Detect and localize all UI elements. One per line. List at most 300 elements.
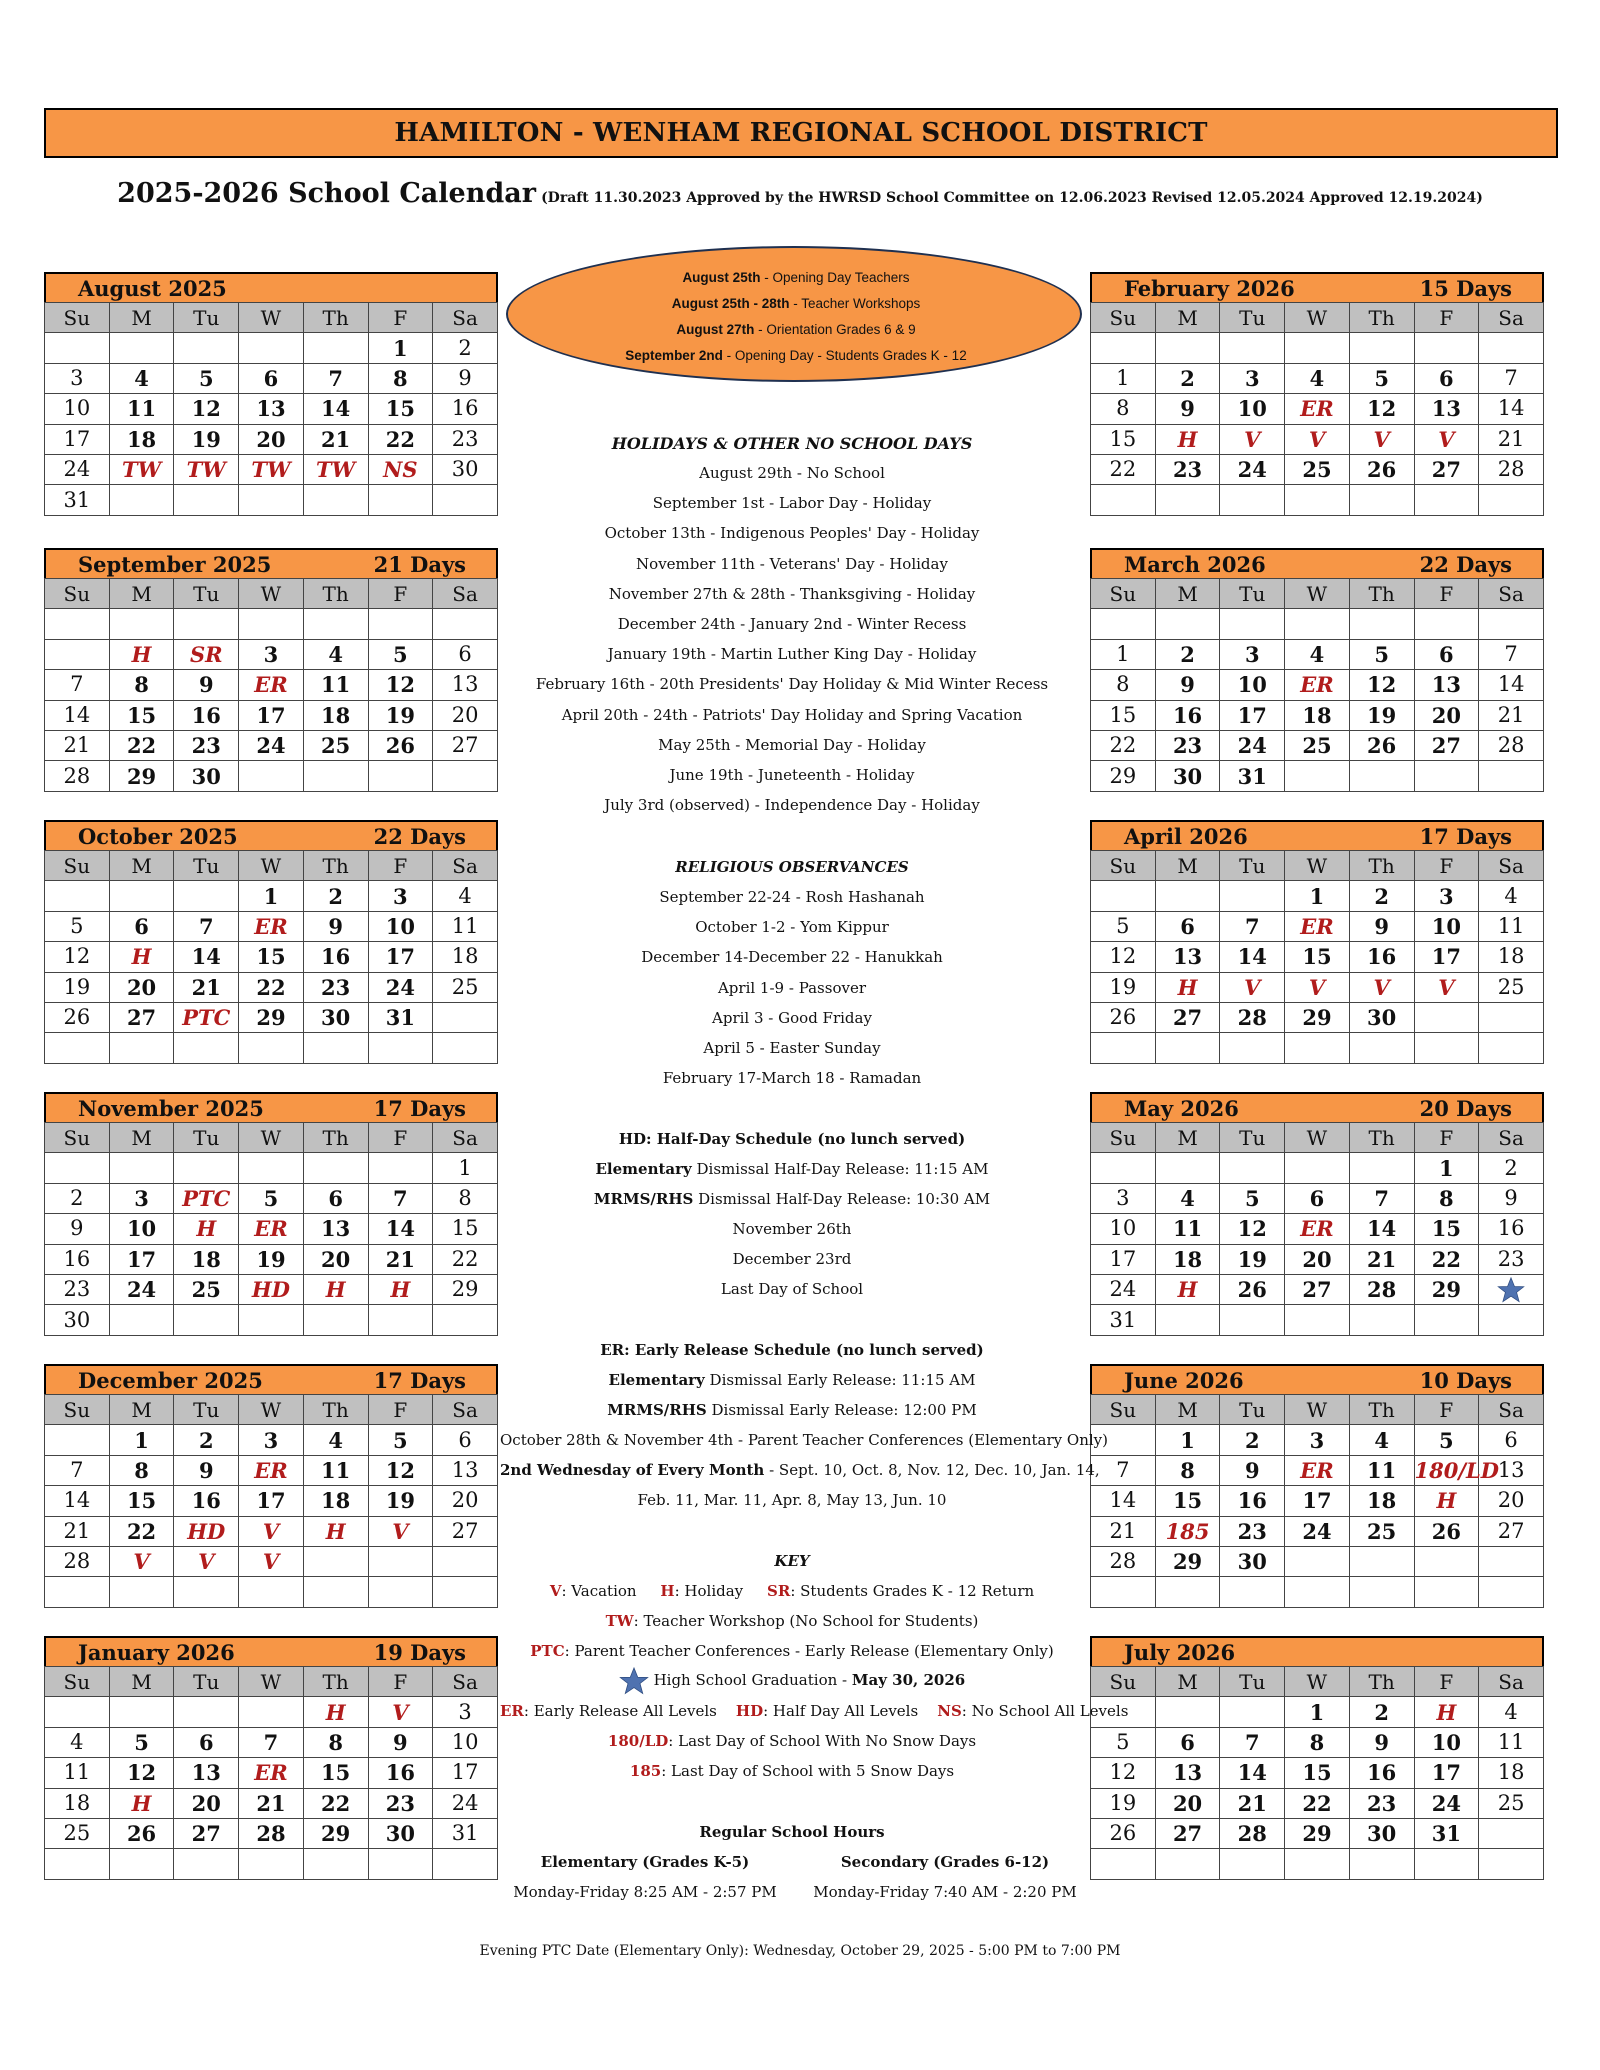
month-grid [1090,850,1544,1064]
week-row [1091,1305,1544,1335]
weekday-label: Tu [174,579,239,609]
month-header [1090,548,1544,578]
weekday-header-row [45,1667,498,1697]
weekday-label: W [1285,1667,1350,1697]
day-cell: 24 [1285,1516,1350,1546]
day-cell: 29 [109,761,174,791]
empty-day-cell [1414,609,1479,639]
weekday-label: M [109,579,174,609]
day-cell: 2 [1349,881,1414,911]
day-cell: 20 [1479,1486,1544,1516]
month-february-2026 [1090,272,1544,516]
day-cell: 30 [1220,1546,1285,1576]
empty-day-cell [1479,761,1544,791]
day-cell: 7 [303,363,368,393]
day-cell: 17 [1091,1244,1156,1274]
holiday-item: April 20th - 24th - Patriots' Day Holiday and Spring Vacation [561,705,1023,724]
day-cell: 15 [1155,1486,1220,1516]
day-cell: 1 [1285,881,1350,911]
day-cell: 17 [1220,700,1285,730]
empty-day-cell [174,1305,239,1335]
weekday-label: Sa [1479,851,1544,881]
day-cell: 12 [109,1758,174,1788]
day-cell: 18 [1155,1244,1220,1274]
day-cell: 3 [433,1697,498,1727]
day-cell: H [1414,1486,1479,1516]
weekday-label: W [239,1395,304,1425]
empty-day-cell [303,1849,368,1879]
day-cell: 23 [1349,1788,1414,1818]
empty-day-cell [368,1577,433,1607]
day-cell: 6 [1285,1183,1350,1213]
day-cell: 20 [433,1486,498,1516]
day-cell: 1 [368,333,433,363]
empty-day-cell [1349,485,1414,515]
week-row [45,485,498,515]
district-title: HAMILTON - WENHAM REGIONAL SCHOOL DISTRICT [394,118,1208,148]
holidays-heading: HOLIDAYS & OTHER NO SCHOOL DAYS [611,434,973,453]
week-row [1091,1274,1544,1304]
hours-elementary: Monday-Friday 8:25 AM - 2:57 PM [513,1883,777,1901]
day-cell: 29 [1285,1002,1350,1032]
day-cell: 8 [1414,1183,1479,1213]
empty-day-cell [109,485,174,515]
day-cell: 24 [1220,730,1285,760]
day-cell: 11 [303,670,368,700]
week-row [45,761,498,791]
day-cell: 9 [433,363,498,393]
weekday-label: M [109,1667,174,1697]
day-cell: 19 [368,1486,433,1516]
day-cell: 21 [1220,1788,1285,1818]
empty-day-cell [1155,1697,1220,1727]
day-cell: 31 [1414,1818,1479,1848]
week-row [1091,1788,1544,1818]
day-cell: 9 [1220,1455,1285,1485]
week-row [1091,730,1544,760]
day-cell: 15 [239,942,304,972]
day-cell: 17 [1285,1486,1350,1516]
holiday-item: June 19th - Juneteenth - Holiday [669,766,915,784]
day-cell: PTC [174,1183,239,1213]
weekday-label: W [239,303,304,333]
empty-day-cell [1220,881,1285,911]
day-cell: 16 [1155,700,1220,730]
day-cell: 17 [109,1244,174,1274]
day-cell: 17 [1414,1758,1479,1788]
day-cell: HD [174,1516,239,1546]
day-cell: 26 [1091,1002,1156,1032]
empty-day-cell [45,333,110,363]
day-cell: 22 [1285,1788,1350,1818]
day-cell: 17 [368,942,433,972]
empty-day-cell [1414,1305,1479,1335]
empty-day-cell [1285,1033,1350,1063]
day-cell: 22 [239,972,304,1002]
empty-day-cell [109,333,174,363]
empty-day-cell [1220,1697,1285,1727]
empty-day-cell [1479,1577,1544,1607]
day-cell: 17 [239,700,304,730]
month-school-days: 17 Days [373,1368,466,1393]
day-cell: H [303,1274,368,1304]
day-cell: 11 [433,911,498,941]
day-cell: 18 [109,424,174,454]
day-cell: 26 [1349,454,1414,484]
day-cell: 21 [174,972,239,1002]
weekday-header-row [45,851,498,881]
month-header [44,1092,498,1122]
day-cell: 5 [109,1727,174,1757]
empty-day-cell [109,1033,174,1063]
weekday-header-row [45,1123,498,1153]
day-cell: 7 [1220,911,1285,941]
week-row [45,670,498,700]
graduation-star-icon [619,1666,649,1696]
weekday-header-row [45,303,498,333]
day-cell: 8 [1091,394,1156,424]
day-cell: V [174,1546,239,1576]
day-cell: 20 [303,1244,368,1274]
day-cell: 12 [1349,394,1414,424]
empty-day-cell [1220,1849,1285,1879]
day-cell: 15 [368,394,433,424]
day-cell: 16 [1349,1758,1414,1788]
empty-day-cell [239,1153,304,1183]
empty-day-cell [174,333,239,363]
day-cell: 15 [303,1758,368,1788]
empty-day-cell [1349,761,1414,791]
day-cell: 7 [239,1727,304,1757]
day-cell: 5 [1414,1425,1479,1455]
weekday-label: Tu [1220,1667,1285,1697]
day-cell: 29 [303,1818,368,1848]
day-cell: 14 [1220,942,1285,972]
day-cell: 15 [109,700,174,730]
month-name: April 2026 [1124,824,1248,849]
week-row [45,1244,498,1274]
day-cell: 11 [303,1455,368,1485]
empty-day-cell [109,609,174,639]
day-cell: 17 [45,424,110,454]
empty-day-cell [368,485,433,515]
day-cell: 30 [45,1305,110,1335]
month-school-days: 10 Days [1419,1368,1512,1393]
empty-day-cell [1155,1153,1220,1183]
day-cell: 15 [1091,700,1156,730]
day-cell: 10 [1091,1214,1156,1244]
day-cell: 5 [1220,1183,1285,1213]
empty-day-cell [109,1849,174,1879]
day-cell: 9 [174,670,239,700]
empty-day-cell [1414,761,1479,791]
month-november-2025 [44,1092,498,1336]
day-cell: 24 [1220,454,1285,484]
empty-day-cell [109,1577,174,1607]
day-cell: 7 [45,670,110,700]
day-cell: 21 [368,1244,433,1274]
day-cell: 17 [1414,942,1479,972]
weekday-header-row [1091,851,1544,881]
week-row [1091,881,1544,911]
day-cell: 22 [368,424,433,454]
week-row [45,1305,498,1335]
empty-day-cell [45,1425,110,1455]
day-cell: 16 [1220,1486,1285,1516]
empty-day-cell [1091,1577,1156,1607]
day-cell: 12 [1091,1758,1156,1788]
weekday-label: F [368,1395,433,1425]
month-grid [44,302,498,516]
week-row [45,394,498,424]
day-cell: 21 [1479,700,1544,730]
day-cell: 23 [1479,1244,1544,1274]
day-cell: 29 [1414,1274,1479,1304]
weekday-label: Sa [433,1395,498,1425]
day-cell: 3 [1414,881,1479,911]
week-row [1091,1425,1544,1455]
day-cell: ER [239,670,304,700]
day-cell: 28 [1091,1546,1156,1576]
calendar-subtitle [0,178,1600,209]
day-cell: 11 [1479,911,1544,941]
empty-day-cell [1220,1577,1285,1607]
month-grid [1090,1394,1544,1608]
empty-day-cell [174,1697,239,1727]
day-cell: 19 [239,1244,304,1274]
weekday-label: Th [303,303,368,333]
empty-day-cell [433,761,498,791]
empty-day-cell [1349,1153,1414,1183]
day-cell: 25 [1479,972,1544,1002]
day-cell: 3 [1220,363,1285,393]
day-cell: 7 [1220,1727,1285,1757]
day-cell: 16 [45,1244,110,1274]
day-cell: 8 [109,670,174,700]
er-secondary: MRMS/RHS Dismissal Early Release: 12:00 PM [607,1401,977,1419]
day-cell: V [1349,424,1414,454]
day-cell: 26 [109,1818,174,1848]
empty-day-cell [1479,485,1544,515]
empty-day-cell [1220,485,1285,515]
key-heading: KEY [774,1552,810,1570]
week-row [1091,942,1544,972]
day-cell: 21 [303,424,368,454]
day-cell: 11 [1479,1727,1544,1757]
weekday-label: Th [303,851,368,881]
day-cell: 23 [45,1274,110,1304]
empty-day-cell [239,761,304,791]
day-cell: 26 [1220,1274,1285,1304]
day-cell: 13 [1414,394,1479,424]
empty-day-cell [109,881,174,911]
month-grid [1090,1666,1544,1880]
day-cell: 3 [1285,1425,1350,1455]
day-cell: V [368,1697,433,1727]
empty-day-cell [1479,1033,1544,1063]
day-cell: 16 [433,394,498,424]
day-cell: V [1414,972,1479,1002]
week-row [45,424,498,454]
empty-day-cell [368,1849,433,1879]
week-row [1091,911,1544,941]
day-cell: 27 [433,730,498,760]
day-cell: 10 [1414,1727,1479,1757]
empty-day-cell [1349,1546,1414,1576]
religious-heading: RELIGIOUS OBSERVANCES [675,858,909,876]
empty-day-cell [1349,1577,1414,1607]
week-row [1091,333,1544,363]
empty-day-cell [1479,1305,1544,1335]
week-row [1091,1758,1544,1788]
day-cell: 7 [174,911,239,941]
day-cell: 26 [1091,1818,1156,1848]
key-line: 185: Last Day of School with 5 Snow Days [629,1762,955,1780]
day-cell: 25 [1479,1788,1544,1818]
empty-day-cell [239,1697,304,1727]
weekday-label: Su [1091,851,1156,881]
day-cell: V [1220,424,1285,454]
weekday-label: Th [1349,1667,1414,1697]
weekday-label: Sa [1479,1123,1544,1153]
day-cell: H [1155,424,1220,454]
day-cell: 24 [109,1274,174,1304]
day-cell: 21 [239,1788,304,1818]
day-cell: 30 [1155,761,1220,791]
week-row [45,942,498,972]
day-cell: 6 [1414,363,1479,393]
day-cell: 29 [433,1274,498,1304]
day-cell: 26 [1414,1516,1479,1546]
day-cell: 1 [1155,1425,1220,1455]
day-cell: 2 [174,1425,239,1455]
day-cell: 27 [1285,1274,1350,1304]
day-cell: 20 [433,700,498,730]
empty-day-cell [1091,1153,1156,1183]
week-row [1091,1818,1544,1848]
day-cell: 10 [109,1214,174,1244]
day-cell: 6 [1155,1727,1220,1757]
day-cell: 24 [1091,1274,1156,1304]
week-row [45,1849,498,1879]
day-cell: 13 [1155,1758,1220,1788]
month-school-days: 22 Days [1419,552,1512,577]
empty-day-cell [1220,1305,1285,1335]
religious-item: December 14-December 22 - Hanukkah [641,948,943,967]
day-cell: 21 [45,730,110,760]
day-cell: 2 [433,333,498,363]
week-row [1091,1183,1544,1213]
day-cell: 7 [1349,1183,1414,1213]
day-cell: 30 [174,761,239,791]
religious-item: April 1-9 - Passover [717,978,867,997]
empty-day-cell [433,1033,498,1063]
day-cell: 26 [1349,730,1414,760]
weekday-label: F [368,851,433,881]
day-cell: 9 [1349,1727,1414,1757]
empty-day-cell [1414,1849,1479,1879]
day-cell: 20 [109,972,174,1002]
er-elementary: Elementary Dismissal Early Release: 11:15 AM [608,1371,976,1389]
weekday-label: Su [1091,1395,1156,1425]
key-line: TW: Teacher Workshop (No School for Students) [605,1612,979,1630]
day-cell: 18 [1479,1758,1544,1788]
empty-day-cell [433,1546,498,1576]
day-cell: 5 [368,639,433,669]
empty-day-cell [368,1305,433,1335]
weekday-label: Su [45,1395,110,1425]
day-cell: 8 [1285,1727,1350,1757]
empty-day-cell [1220,333,1285,363]
month-name: July 2026 [1124,1640,1236,1665]
month-name: January 2026 [78,1640,235,1665]
key-line: 180/LD: Last Day of School With No Snow Days [607,1732,977,1750]
weekday-label: Tu [1220,579,1285,609]
day-cell: 27 [1155,1002,1220,1032]
day-cell: 16 [174,700,239,730]
weekday-label: Th [303,1667,368,1697]
week-row [1091,972,1544,1002]
day-cell: 5 [45,911,110,941]
day-cell: 8 [109,1455,174,1485]
day-cell: ER [1285,911,1350,941]
day-cell: 12 [1349,670,1414,700]
empty-day-cell [1285,761,1350,791]
day-cell: ER [239,911,304,941]
weekday-label: W [239,1123,304,1153]
empty-day-cell [45,1033,110,1063]
weekday-label: Tu [1220,851,1285,881]
weekday-label: F [368,303,433,333]
empty-day-cell [303,1033,368,1063]
month-name: September 2025 [78,552,272,577]
day-cell: H [1155,972,1220,1002]
day-cell: 3 [368,881,433,911]
day-cell: 2 [1349,1697,1414,1727]
day-cell: V [368,1516,433,1546]
month-name: March 2026 [1124,552,1266,577]
weekday-label: M [1155,1123,1220,1153]
day-cell: 15 [1285,942,1350,972]
day-cell: ER [1285,1455,1350,1485]
empty-day-cell [45,639,110,669]
empty-day-cell [1155,1305,1220,1335]
day-cell: 13 [239,394,304,424]
week-row [1091,485,1544,515]
week-row [1091,363,1544,393]
day-cell: 28 [1220,1818,1285,1848]
day-cell: TW [303,454,368,484]
week-row [1091,394,1544,424]
day-cell: 19 [1091,1788,1156,1818]
empty-day-cell [1091,333,1156,363]
day-cell: 9 [1155,394,1220,424]
week-row [45,911,498,941]
day-cell: 3 [239,639,304,669]
er-heading: ER: Early Release Schedule (no lunch served) [600,1341,984,1359]
weekday-header-row [1091,1395,1544,1425]
month-name: December 2025 [78,1368,263,1393]
weekday-label: F [1414,1395,1479,1425]
empty-day-cell [1220,1033,1285,1063]
day-cell: 8 [433,1183,498,1213]
day-cell: 25 [303,730,368,760]
day-cell: 25 [1349,1516,1414,1546]
empty-day-cell [1414,333,1479,363]
day-cell: 3 [45,363,110,393]
weekday-label: Tu [1220,1123,1285,1153]
empty-day-cell [239,485,304,515]
